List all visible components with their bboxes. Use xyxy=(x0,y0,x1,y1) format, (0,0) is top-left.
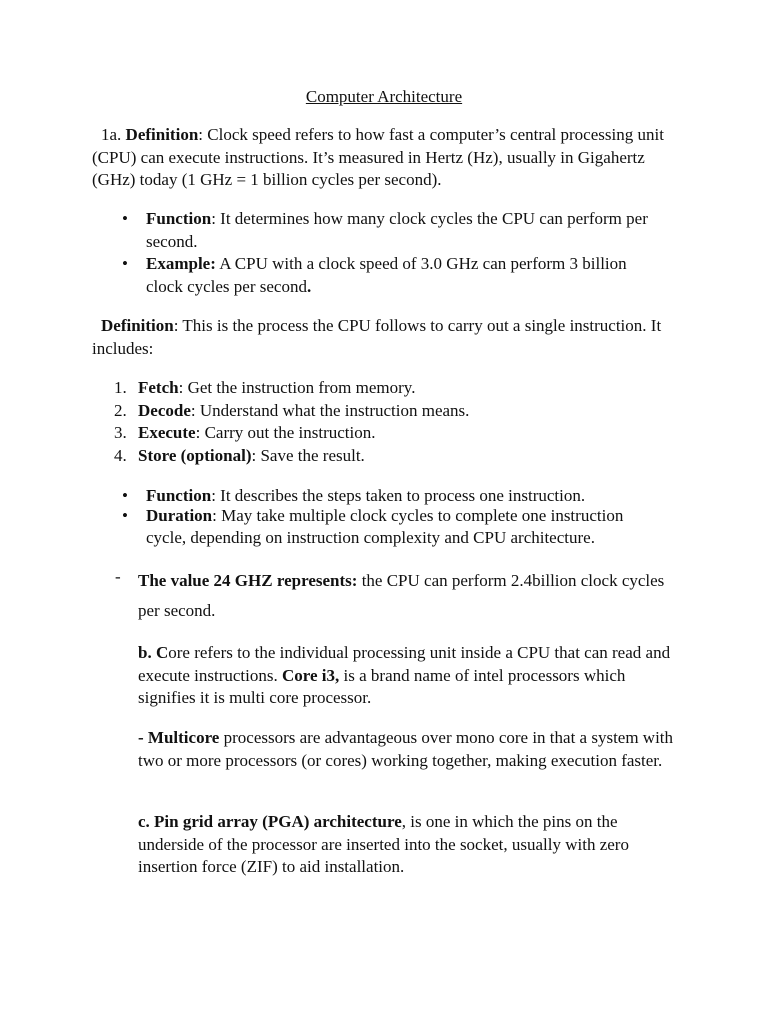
bullet-text: : It determines how many clock cycles the CPU can perform per second. xyxy=(146,209,648,251)
core-i3-label: Core i3, xyxy=(282,665,340,685)
step-label: Decode xyxy=(138,400,191,420)
bullet-icon: • xyxy=(122,486,128,505)
pga-label: c. Pin grid array (PGA) architecture xyxy=(138,812,402,831)
list-item xyxy=(122,505,666,550)
section-number: 1a. xyxy=(101,125,126,144)
ghz-value-label: The value 24 GHZ represents: xyxy=(138,571,358,590)
step-text: : Understand what the instruction means. xyxy=(190,400,470,420)
bullet-label: Example: xyxy=(146,254,216,273)
definition-text: : Clock speed refers to how fast a computer’s central processing unit (CPU) can execute instructions. It’s measured in Hertz (Hz), usually in Gigahertz (GHz) today (1 GHz = 1 billion cycles per second). xyxy=(92,125,664,189)
core-paragraph xyxy=(138,642,678,710)
core-label: b. C xyxy=(138,643,169,662)
bullet-suffix: . xyxy=(306,276,312,296)
core-i3-text: is a brand name of intel processors which signifies it is multi core processor. xyxy=(138,665,626,707)
document-title: Computer Architecture xyxy=(305,87,463,106)
multicore-text: processors are advantageous over mono core in that a system with two or more processors (or cores) working together, making execution faster. xyxy=(138,728,674,770)
bullet-text: : May take multiple clock cycles to complete one instruction cycle, depending on instruction complexity and CPU architecture. xyxy=(146,505,624,547)
pga-text: , is one in which the pins on the underside of the processor are inserted into the socket, usually with zero insertion force (ZIF) to aid installation. xyxy=(138,812,629,876)
step-number: 2. xyxy=(114,400,127,420)
core-text: ore refers to the individual processing unit inside a CPU that can read and execute instructions. xyxy=(138,643,671,685)
pga-paragraph xyxy=(138,811,678,879)
step-number: 3. xyxy=(114,423,127,442)
ghz-value-text xyxy=(138,566,675,625)
bullet-icon: • xyxy=(122,254,128,273)
bullet-icon: • xyxy=(122,505,128,525)
multicore-paragraph xyxy=(138,727,678,772)
dash-marker: - xyxy=(115,567,121,586)
multicore-label: - Multicore xyxy=(138,728,220,747)
list-item xyxy=(122,253,666,298)
clock-speed-definition xyxy=(92,124,682,192)
step-label: Fetch xyxy=(138,378,179,397)
bullet-text: A CPU with a clock speed of 3.0 GHz can perform 3 billion clock cycles per second xyxy=(146,254,627,296)
bullet-label: Function xyxy=(146,486,212,505)
list-item xyxy=(114,445,658,468)
bullet-icon: • xyxy=(122,209,128,228)
ghz-value-body: the CPU can perform 2.4billion clock cycles per second. xyxy=(138,571,665,620)
ghz-value-item xyxy=(115,566,675,625)
instruction-cycle-definition xyxy=(92,315,682,360)
instruction-cycle-bullets xyxy=(122,485,666,550)
definition-text: : This is the process the CPU follows to carry out a single instruction. It includes: xyxy=(92,316,662,358)
step-text: : Carry out the instruction. xyxy=(195,423,376,442)
bullet-label: Duration xyxy=(146,505,213,525)
step-number: 4. xyxy=(114,445,127,465)
step-label: Execute xyxy=(138,423,196,442)
list-item xyxy=(122,208,666,253)
definition-label: Definition xyxy=(125,125,199,144)
step-text: : Save the result. xyxy=(251,445,365,465)
definition-label: Definition xyxy=(101,316,174,335)
step-label: Store (optional) xyxy=(138,445,252,465)
step-text: : Get the instruction from memory. xyxy=(178,378,416,397)
step-number: 1. xyxy=(114,378,127,397)
instruction-steps-list xyxy=(114,377,658,467)
bullet-label: Function xyxy=(146,209,212,228)
clock-speed-bullets xyxy=(122,208,666,298)
list-item xyxy=(114,422,658,445)
bullet-text: : It describes the steps taken to process one instruction. xyxy=(211,486,586,505)
list-item xyxy=(114,377,658,400)
list-item xyxy=(114,400,658,423)
